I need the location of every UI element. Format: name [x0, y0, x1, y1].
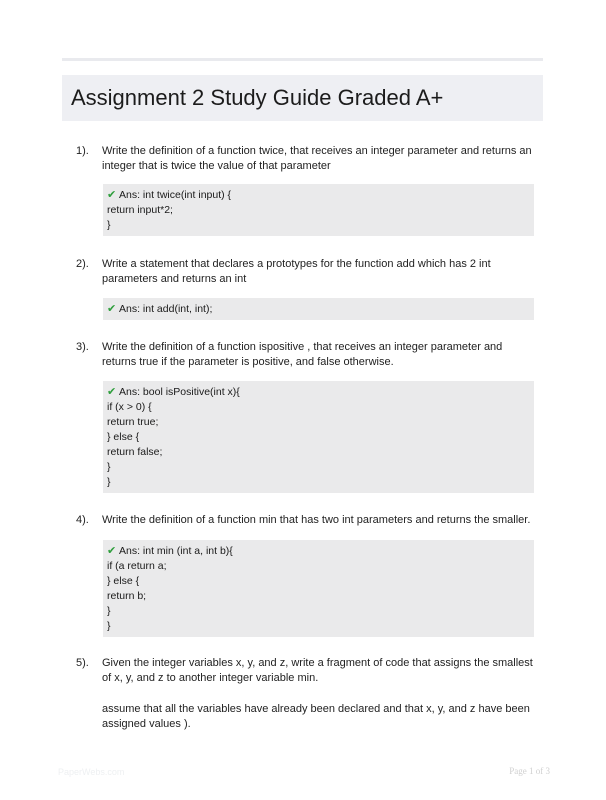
question-number: 2).	[76, 258, 89, 270]
question-note: assume that all the variables have already been declared and that x, y, and z have been assigned values ).	[102, 703, 530, 730]
question-text: Write the definition of a function ispositive , that receives an integer parameter and returns true if the parameter is positive, and false otherwise.	[102, 341, 503, 368]
answer-line: return input*2;	[107, 204, 173, 216]
question-number: 1).	[76, 145, 89, 157]
checkmark-icon: ✔	[107, 188, 117, 201]
answer-box	[103, 184, 534, 236]
title-band	[62, 75, 543, 121]
top-rule	[62, 58, 543, 61]
answer-line: ✔ Ans: bool isPositive(int x){	[107, 385, 240, 398]
question-text: Write the definition of a function min that has two int parameters and returns the smaller.	[102, 514, 531, 526]
answer-line: } else {	[107, 431, 140, 443]
question-text: Given the integer variables x, y, and z, write a fragment of code that assigns the smallest of x, y, and z to another integer variable min.	[102, 657, 533, 684]
answer-box	[103, 540, 534, 637]
page-indicator: Page 1 of 3	[509, 766, 550, 776]
answer-line: }	[107, 620, 111, 632]
answer-line: return true;	[107, 416, 159, 428]
answer-line: }	[107, 605, 111, 617]
answer-line: }	[107, 476, 111, 488]
answer-line: ✔ Ans: int add(int, int);	[107, 302, 213, 315]
question-text: Write a statement that declares a prototypes for the function add which has 2 int parameters and returns an int	[102, 258, 491, 285]
footer-watermark: PaperWebs.com	[58, 767, 125, 777]
answer-line: return b;	[107, 590, 147, 602]
question-number: 4).	[76, 514, 89, 526]
answer-box	[103, 298, 534, 320]
page-title: Assignment 2 Study Guide Graded A+	[71, 85, 444, 110]
answer-line: if (a return a;	[107, 560, 167, 572]
answer-line: } else {	[107, 575, 140, 587]
answer-line: return false;	[107, 446, 163, 458]
answer-line: if (x > 0) {	[107, 401, 152, 413]
checkmark-icon: ✔	[107, 302, 117, 315]
answer-box	[103, 381, 534, 493]
answer-line: ✔ Ans: int twice(int input) {	[107, 188, 232, 201]
question-text: Write the definition of a function twice, that receives an integer parameter and returns an integer that is twice the value of that parameter	[102, 145, 532, 172]
answer-line: ✔ Ans: int min (int a, int b){	[107, 544, 233, 557]
answer-line: }	[107, 219, 111, 231]
question-number: 5).	[76, 657, 89, 669]
question-number: 3).	[76, 341, 89, 353]
checkmark-icon: ✔	[107, 385, 117, 398]
answer-line: }	[107, 461, 111, 473]
checkmark-icon: ✔	[107, 544, 117, 557]
